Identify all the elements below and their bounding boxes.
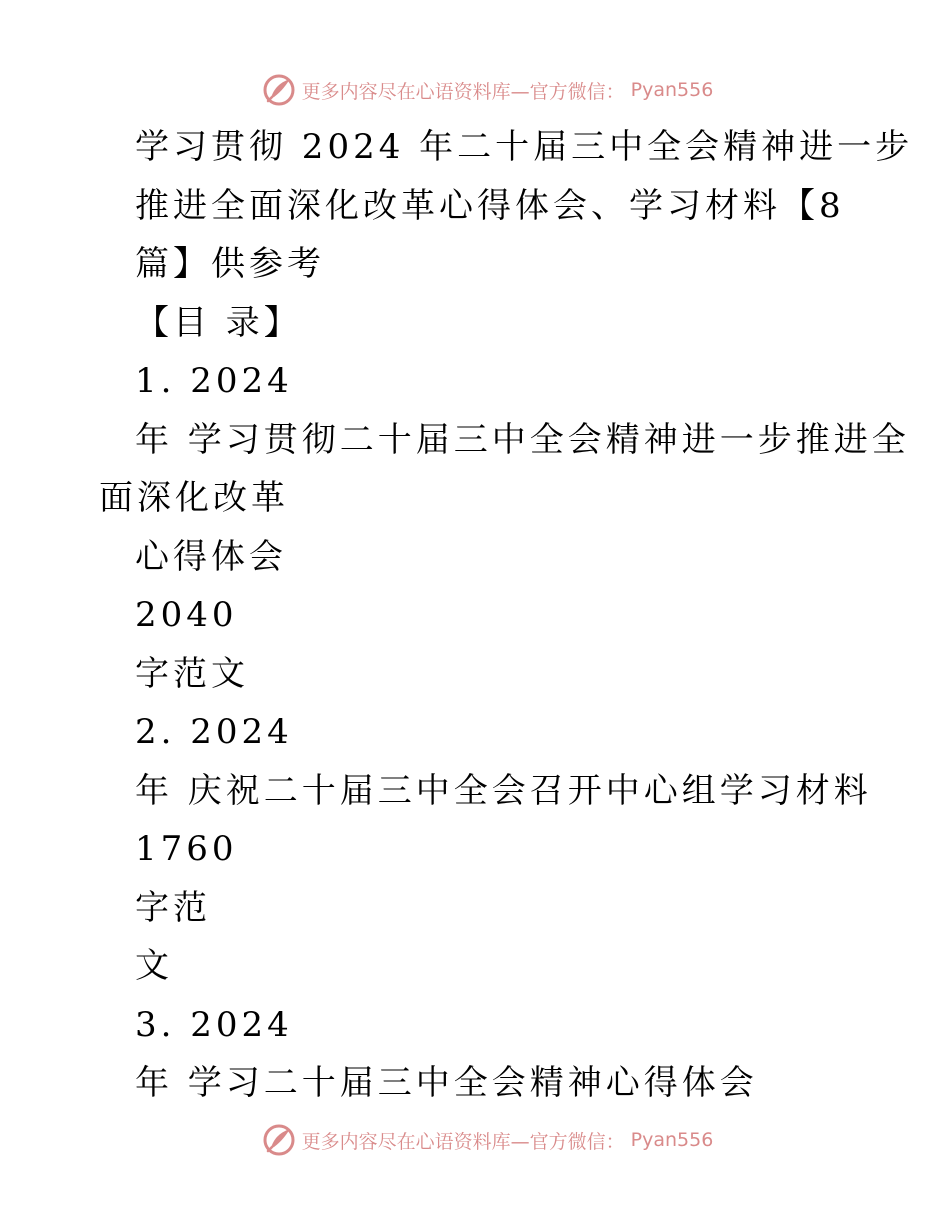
watermark-content [262, 1123, 714, 1157]
toc-item-3-number: 3. 2024 [135, 1005, 293, 1045]
watermark-content [262, 73, 714, 107]
title-line-2: 推进全面深化改革心得体会、学习材料【8 [135, 186, 845, 226]
toc-item-2-number: 2. 2024 [135, 712, 293, 752]
watermark-banner-top [0, 70, 950, 110]
watermark-text: 更多内容尽在心语资料库—官方微信： [301, 80, 625, 103]
toc-heading: 【目 录】 [135, 303, 302, 343]
title-line-1: 学习贯彻 2024 年二十届三中全会精神进一步 [135, 127, 914, 167]
watermark-wechat-id: Pyan556 [630, 79, 714, 101]
title-line-3: 篇】供参考 [135, 244, 325, 284]
leaf-pen-icon [262, 1123, 296, 1157]
watermark-text: 更多内容尽在心语资料库—官方微信： [301, 1130, 625, 1153]
toc-item-2-suffix-1: 字范 [135, 888, 211, 928]
toc-item-1-line-1: 年 学习贯彻二十届三中全会精神进一步推进全 [135, 420, 910, 460]
toc-item-1-suffix: 字范文 [135, 654, 249, 694]
toc-item-1-number: 1. 2024 [135, 361, 293, 401]
toc-item-2-line-1: 年 庆祝二十届三中全会召开中心组学习材料 [135, 771, 872, 811]
leaf-pen-icon [262, 73, 296, 107]
watermark-wechat-id: Pyan556 [630, 1129, 714, 1151]
toc-item-1-word-count: 2040 [135, 595, 238, 635]
toc-item-1-line-2: 面深化改革 [99, 478, 289, 518]
toc-item-2-word-count: 1760 [135, 829, 238, 869]
toc-item-3-line-1: 年 学习二十届三中全会精神心得体会 [135, 1063, 758, 1103]
toc-item-2-suffix-2: 文 [135, 946, 173, 986]
toc-item-1-line-3: 心得体会 [135, 537, 287, 577]
watermark-banner-bottom [0, 1120, 950, 1160]
